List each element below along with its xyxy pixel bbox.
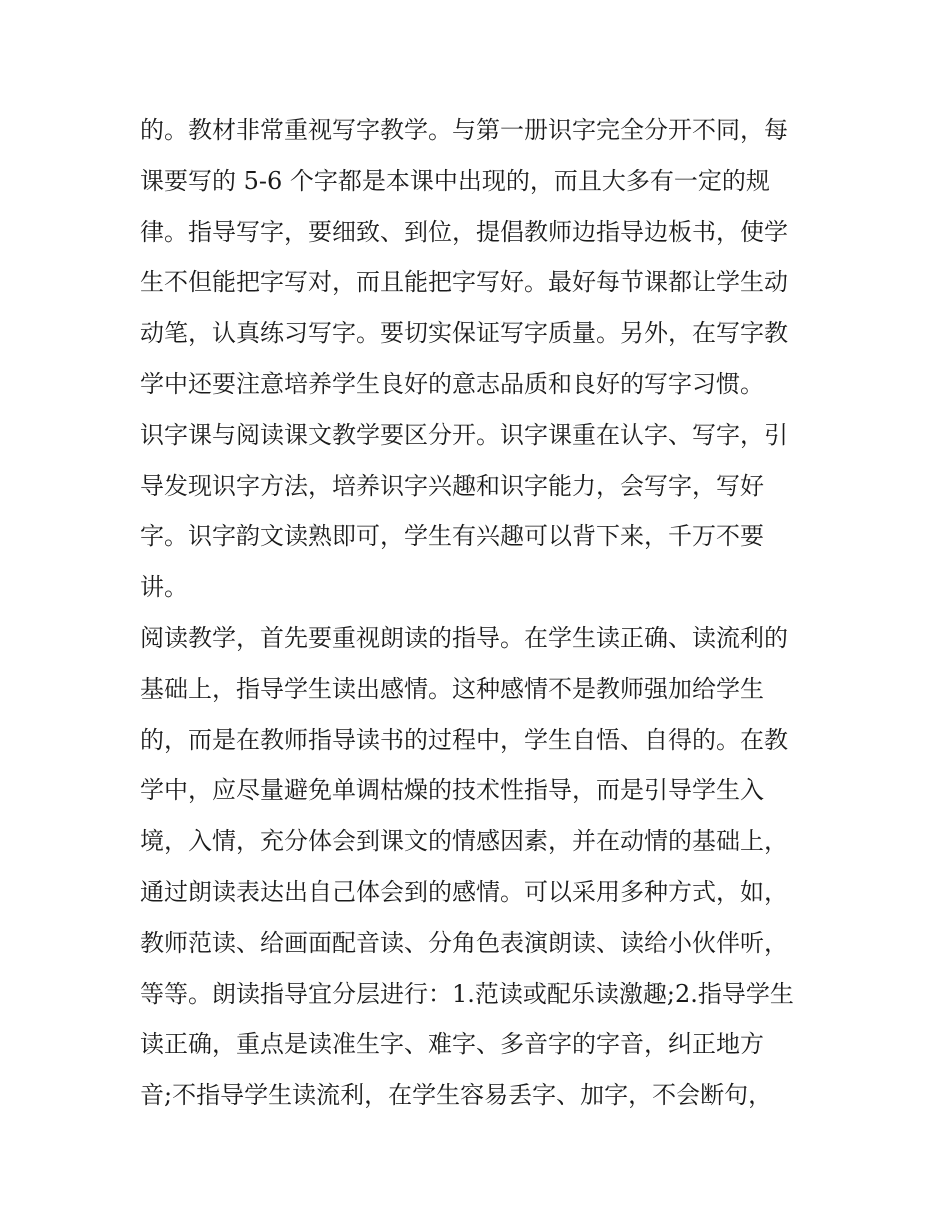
text-line: 识字课与阅读课文教学要区分开。识字课重在认字、写字，引 [140,420,788,449]
text-line: 阅读教学，首先要重视朗读的指导。在学生读正确、读流利的 [140,623,788,652]
text-line: 基础上，指导学生读出感情。这种感情不是教师强加给学生 [140,674,764,703]
text-line: 境，入情，充分体会到课文的情感因素，并在动情的基础上， [140,827,788,856]
text-line: 动笔，认真练习写字。要切实保证写字质量。另外，在写字教 [140,319,788,348]
text-line: 生不但能把字写对，而且能把字写好。最好每节课都让学生动 [140,268,788,297]
body-text [140,105,830,1121]
text-line: 讲。 [140,573,188,602]
text-line: 字。识字韵文读熟即可，学生有兴趣可以背下来，千万不要 [140,522,764,551]
text-line: 课要写的 5-6 个字都是本课中出现的，而且大多有一定的规 [140,166,770,195]
text-line: 学中还要注意培养学生良好的意志品质和良好的写字习惯。 [140,369,764,398]
text-line: 等等。朗读指导宜分层进行：1.范读或配乐读激趣;2.指导学生 [140,979,794,1008]
text-line: 教师范读、给画面配音读、分角色表演朗读、读给小伙伴听， [140,928,788,957]
text-line: 读正确，重点是读准生字、难字、多音字的字音，纠正地方 [140,1030,764,1059]
text-line: 导发现识字方法，培养识字兴趣和识字能力，会写字，写好 [140,471,764,500]
text-line: 学中，应尽量避免单调枯燥的技术性指导，而是引导学生入 [140,776,764,805]
text-line: 的。教材非常重视写字教学。与第一册识字完全分开不同，每 [140,116,788,144]
text-line: 律。指导写字，要细致、到位，提倡教师边指导边板书，使学 [140,217,788,246]
text-line: 的，而是在教师指导读书的过程中，学生自悟、自得的。在教 [140,725,788,754]
text-line: 通过朗读表达出自己体会到的感情。可以采用多种方式，如， [140,877,788,906]
text-line: 音;不指导学生读流利，在学生容易丢字、加字，不会断句， [140,1081,773,1110]
